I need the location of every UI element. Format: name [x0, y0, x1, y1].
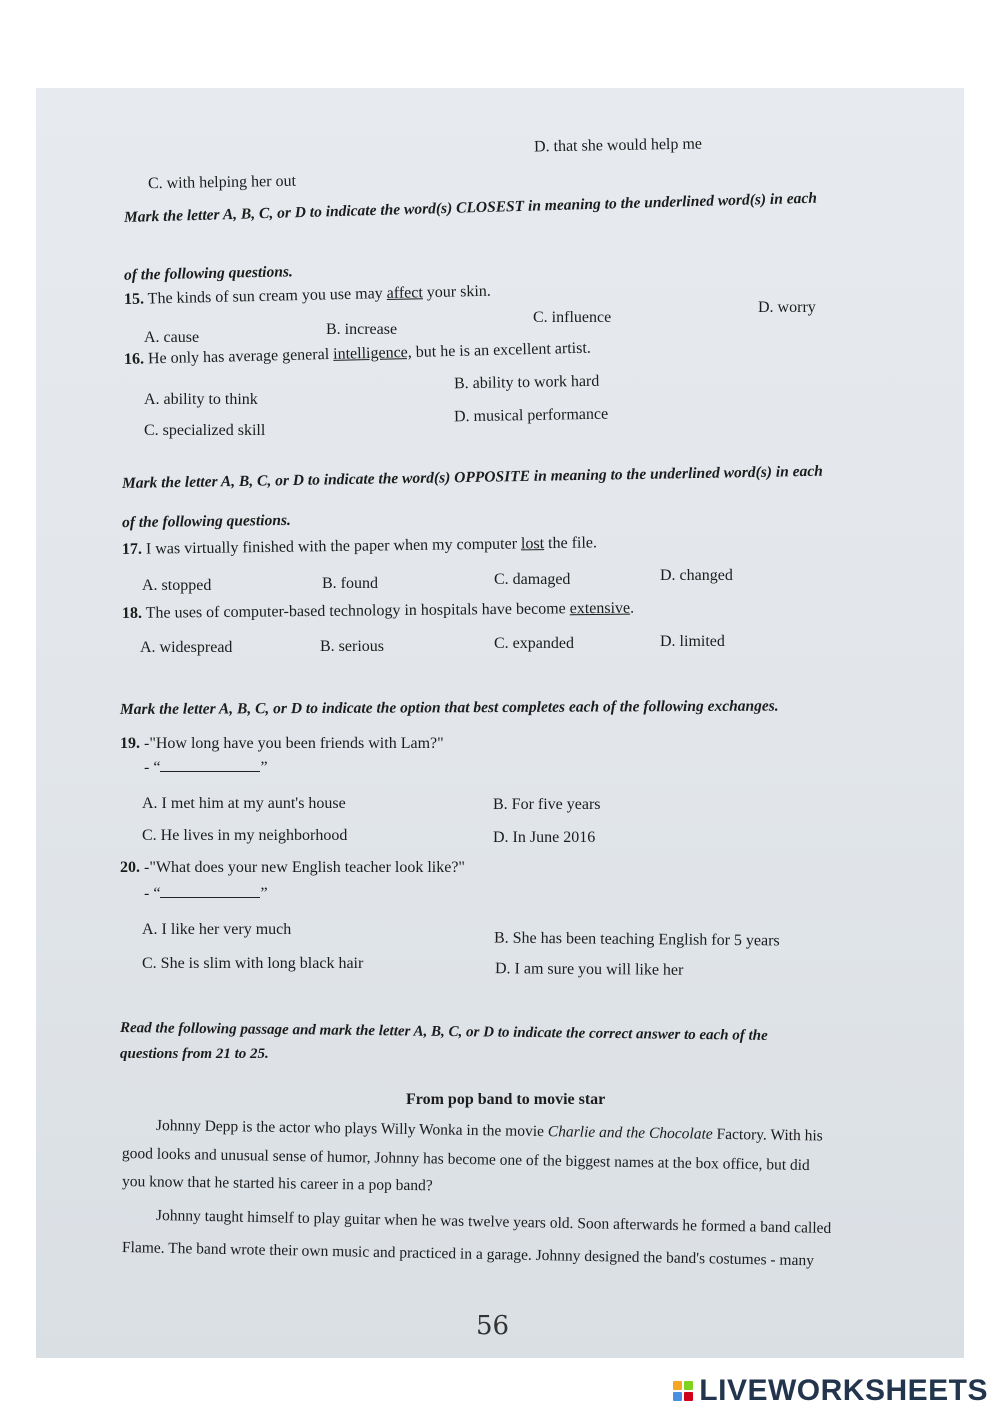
option-16b[interactable]: B. ability to work hard — [453, 372, 600, 393]
instruction-passage-cont: questions from 21 to 25. — [120, 1046, 269, 1062]
question-text: -"How long have you been friends with Lam?" — [144, 735, 444, 752]
worksheet-page — [36, 88, 964, 1358]
instruction-opposite: Mark the letter A, B, C, or D to indicate the word(s) OPPOSITE in meaning to the underlined word(s) in each — [121, 462, 823, 492]
option-15d[interactable]: D. worry — [758, 299, 816, 316]
option-20c[interactable]: C. She is slim with long black hair — [142, 955, 364, 972]
option-20a[interactable]: A. I like her very much — [142, 921, 292, 938]
logo-text: LIVEWORKSHEETS — [699, 1374, 988, 1407]
instruction-opposite-cont: of the following questions. — [121, 511, 291, 532]
answer-blank[interactable] — [160, 759, 260, 772]
quote-open: - “ — [144, 885, 161, 902]
passage-line: Flame. The band wrote their own music and practiced in a garage. Johnny designed the band's costumes - many — [121, 1239, 815, 1270]
option-18d[interactable]: D. limited — [660, 633, 725, 650]
question-text: The kinds of sun cream you use may — [147, 285, 383, 308]
response-20 — [144, 884, 268, 904]
passage-line: you know that he started his career in a pop band? — [121, 1173, 433, 1195]
question-number: 20. — [120, 859, 140, 876]
option-c-prev: C. with helping her out — [147, 172, 297, 193]
instruction-closest-cont: of the following questions. — [123, 263, 293, 284]
underlined-word: lost — [520, 535, 545, 553]
option-15b[interactable]: B. increase — [326, 321, 398, 338]
liveworksheets-logo — [673, 1374, 988, 1408]
question-20 — [120, 858, 465, 878]
passage-line: good looks and unusual sense of humor, Johnny has become one of the biggest names at the box office, but did — [121, 1145, 810, 1175]
passage-line — [156, 1116, 823, 1146]
passage-text: Johnny Depp is the actor who plays Willy Wonka in the movie — [155, 1117, 545, 1141]
option-d-prev: D. that she would help me — [533, 135, 703, 156]
option-17d[interactable]: D. changed — [660, 567, 733, 584]
option-16c[interactable]: C. specialized skill — [144, 422, 266, 439]
page-number: 56 — [476, 1311, 510, 1341]
option-19d[interactable]: D. In June 2016 — [493, 829, 596, 846]
option-15c[interactable]: C. influence — [533, 309, 612, 326]
response-19 — [144, 758, 268, 778]
logo-square — [684, 1392, 693, 1401]
answer-blank[interactable] — [160, 885, 260, 898]
logo-square — [673, 1392, 682, 1401]
option-17c[interactable]: C. damaged — [494, 571, 571, 588]
option-16d[interactable]: D. musical performance — [453, 405, 609, 426]
option-19a[interactable]: A. I met him at my aunt's house — [142, 795, 346, 812]
underlined-word: affect — [386, 284, 424, 303]
question-text: your skin. — [426, 282, 491, 302]
option-16a[interactable]: A. ability to think — [144, 391, 258, 408]
quote-close: ” — [260, 759, 268, 776]
instruction-exchanges: Mark the letter A, B, C, or D to indicate the option that best completes each of the following exchanges. — [119, 697, 779, 718]
question-number: 17. — [121, 540, 143, 558]
question-text: . — [630, 599, 635, 617]
instruction-passage: Read the following passage and mark the letter A, B, C, or D to indicate the correct answer to each of the — [119, 1020, 768, 1044]
option-17b[interactable]: B. found — [322, 575, 378, 592]
logo-icon — [673, 1381, 693, 1401]
option-18c[interactable]: C. expanded — [494, 635, 574, 652]
question-text: He only has average general — [147, 345, 330, 368]
question-number: 16. — [123, 350, 145, 368]
question-number: 15. — [123, 290, 145, 308]
question-17 — [122, 533, 597, 560]
option-18b[interactable]: B. serious — [320, 638, 384, 655]
quote-close: ” — [260, 885, 268, 902]
logo-square — [673, 1381, 682, 1390]
option-20b[interactable]: B. She has been teaching English for 5 years — [493, 929, 780, 950]
question-text: I was virtually finished with the paper when my computer — [145, 535, 518, 558]
passage-text: Factory. With his — [716, 1125, 823, 1145]
question-text: the file. — [547, 534, 598, 553]
question-18 — [122, 599, 634, 624]
question-text: -"What does your new English teacher look like?" — [144, 859, 465, 876]
underlined-word: extensive — [569, 599, 631, 618]
instruction-closest: Mark the letter A, B, C, or D to indicate the word(s) CLOSEST in meaning to the underlined word(s) in each — [123, 189, 818, 226]
question-15 — [124, 282, 491, 310]
logo-square — [684, 1381, 693, 1390]
question-number: 19. — [120, 735, 140, 752]
quote-open: - “ — [144, 759, 161, 776]
option-17a[interactable]: A. stopped — [142, 577, 212, 594]
option-19c[interactable]: C. He lives in my neighborhood — [142, 827, 348, 844]
option-18a[interactable]: A. widespread — [140, 639, 233, 656]
question-text: The uses of computer-based technology in hospitals have become — [145, 600, 566, 622]
passage-line: Johnny taught himself to play guitar when he was twelve years old. Soon afterwards he formed a band called — [155, 1207, 832, 1237]
underlined-word: intelligence, — [332, 343, 413, 363]
movie-title: Charlie and the Chocolate — [547, 1123, 713, 1143]
option-19b[interactable]: B. For five years — [493, 796, 601, 813]
option-15a[interactable]: A. cause — [144, 329, 200, 346]
question-19 — [120, 734, 444, 754]
option-20d[interactable]: D. I am sure you will like her — [494, 960, 684, 979]
question-number: 18. — [121, 604, 143, 622]
passage-title: From pop band to movie star — [406, 1091, 606, 1108]
question-text: but he is an excellent artist. — [415, 339, 592, 361]
